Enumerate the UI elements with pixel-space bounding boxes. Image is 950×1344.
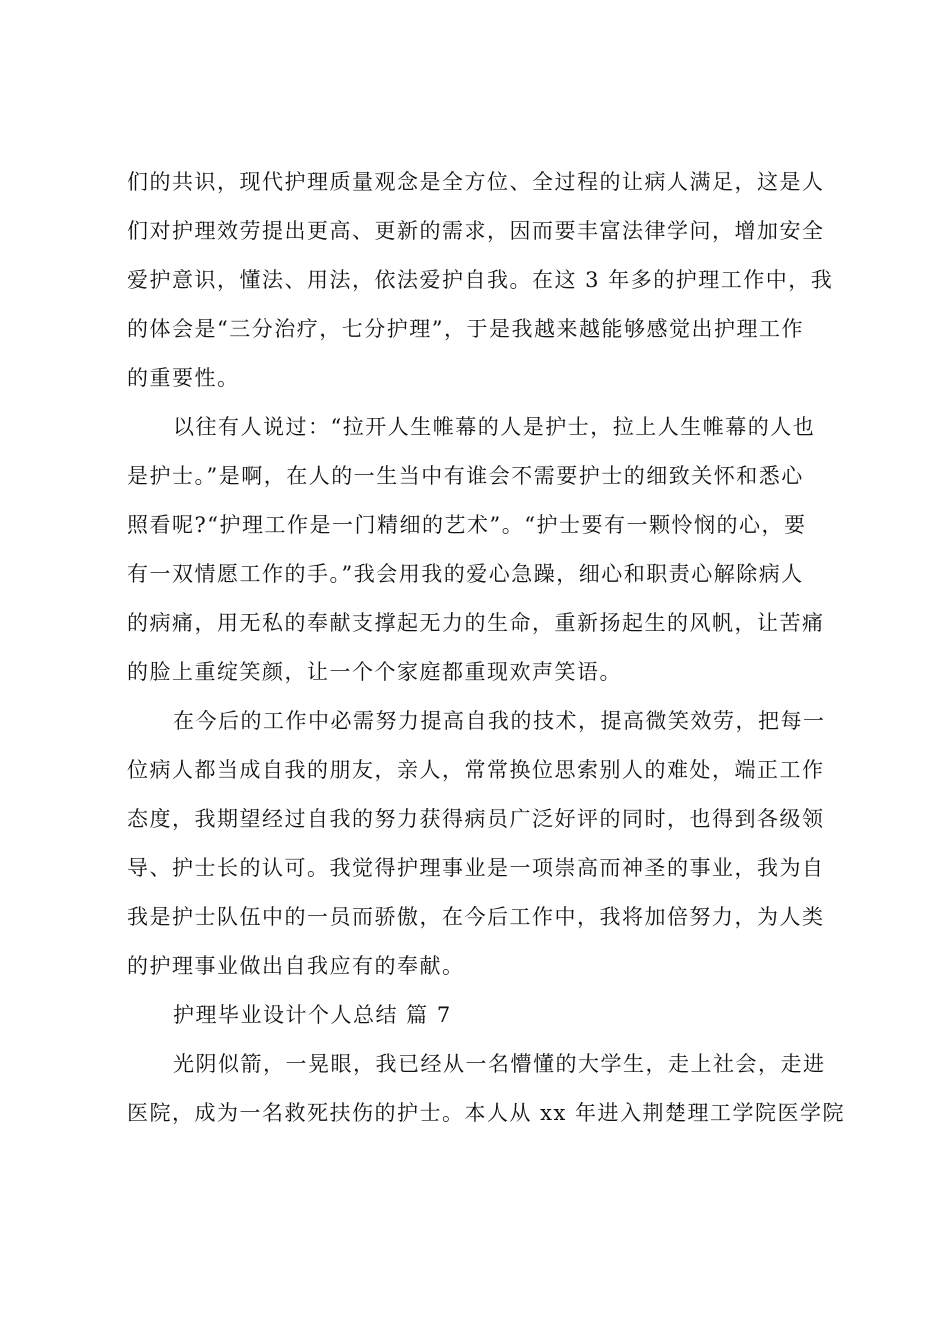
text-line: 导、护士长的认可。我觉得护理事业是一项崇高而神圣的事业，我为自	[127, 856, 825, 880]
text-line: 在今后的工作中必需努力提高自我的技术，提高微笑效劳，把每一	[173, 709, 826, 733]
text-line: 们的共识，现代护理质量观念是全方位、全过程的让病人满足，这是人	[127, 170, 825, 194]
paragraph	[127, 697, 833, 991]
text-line: 的脸上重绽笑颜，让一个个家庭都重现欢声笑语。	[127, 660, 622, 684]
text-line: 的体会是“三分治疗，七分护理”，于是我越来越能够感觉出护理工作	[127, 317, 804, 341]
text-line: 爱护意识，懂法、用法，依法爱护自我。在这 3 年多的护理工作中，我	[127, 268, 834, 292]
paragraph	[127, 158, 833, 403]
text-line: 以往有人说过：“拉开人生帷幕的人是护士，拉上人生帷幕的人也	[173, 415, 816, 439]
text-line: 是护士。”是啊，在人的一生当中有谁会不需要护士的细致关怀和悉心	[127, 464, 804, 488]
text-line: 有一双情愿工作的手。”我会用我的爱心急躁，细心和职责心解除病人	[127, 562, 804, 586]
text-line: 的重要性。	[127, 366, 240, 390]
text-line: 们对护理效劳提出更高、更新的需求，因而要丰富法律学问，增加安全	[127, 219, 825, 243]
paragraph	[127, 1040, 846, 1138]
paragraph	[127, 403, 833, 697]
text-line: 我是护士队伍中的一员而骄傲，在今后工作中，我将加倍努力，为人类	[127, 905, 825, 929]
text-line: 的护理事业做出自我应有的奉献。	[127, 954, 465, 978]
text-line: 的病痛，用无私的奉献支撑起无力的生命，重新扬起生的风帆，让苦痛	[127, 611, 825, 635]
section-heading	[127, 991, 833, 1040]
document-body	[127, 158, 846, 1138]
text-line: 态度，我期望经过自我的努力获得病员广泛好评的同时，也得到各级领	[127, 807, 825, 831]
text-line: 光阴似箭，一晃眼，我已经从一名懵懂的大学生，走上社会，走进	[173, 1052, 826, 1076]
text-line: 医院，成为一名救死扶伤的护士。本人从 xx 年进入荆楚理工学院医学院	[127, 1101, 846, 1125]
text-line: 照看呢?“护理工作是一门精细的艺术”。“护士要有一颗怜悯的心，要	[127, 513, 807, 537]
text-line: 护理毕业设计个人总结 篇 7	[173, 1003, 452, 1027]
text-line: 位病人都当成自我的朋友，亲人，常常换位思索别人的难处，端正工作	[127, 758, 825, 782]
